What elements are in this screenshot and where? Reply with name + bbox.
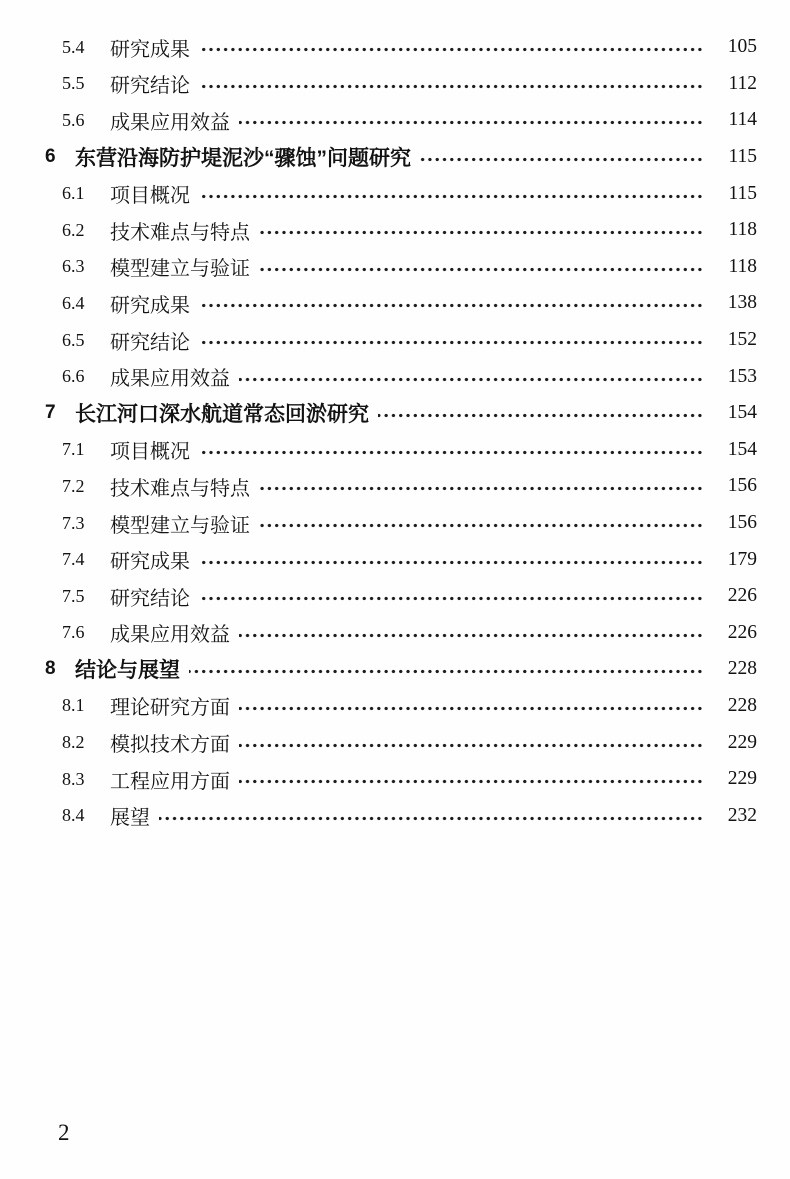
toc-entry-number: 6.6 (62, 366, 85, 387)
toc-section-entry (0, 322, 790, 359)
toc-entry-title: 东营沿海防护堤泥沙“骤蚀”问题研究 (75, 147, 411, 171)
toc-entry-title: 项目概况 (110, 441, 190, 464)
toc-entry-title: 结论与展望 (75, 659, 180, 683)
toc-section-entry (0, 212, 790, 249)
footer-page-number: 2 (58, 1120, 70, 1145)
toc-entry-page: 115 (728, 182, 757, 204)
toc-entry-number: 8.3 (62, 768, 85, 789)
toc-entry-page: 114 (728, 109, 757, 131)
toc-section-entry (0, 358, 790, 395)
toc-entry-number: 5.6 (62, 109, 85, 130)
toc-entry-number: 5.4 (62, 36, 85, 57)
dot-leader (420, 157, 705, 162)
toc-entry-title: 成果应用效益 (110, 624, 230, 647)
toc-entry-title: 模型建立与验证 (110, 514, 250, 537)
toc-entry-page: 118 (728, 219, 757, 241)
toc-entry-title: 研究成果 (110, 38, 190, 61)
dot-leader (239, 706, 705, 711)
toc-list (0, 29, 790, 834)
toc-entry-title: 模拟技术方面 (110, 734, 230, 757)
toc-section-entry (0, 432, 790, 469)
toc-entry-number: 8.2 (62, 732, 85, 753)
toc-entry-number: 6.3 (62, 256, 85, 277)
toc-section-entry (0, 724, 790, 761)
dot-leader (199, 303, 705, 308)
dot-leader (199, 47, 705, 52)
toc-entry-title: 展望 (110, 807, 150, 830)
dot-leader (239, 743, 705, 748)
toc-section-entry (0, 505, 790, 542)
toc-entry-title: 成果应用效益 (110, 368, 230, 391)
toc-section-entry (0, 468, 790, 505)
toc-section-entry (0, 285, 790, 322)
toc-section-entry (0, 578, 790, 615)
toc-section-entry (0, 797, 790, 834)
toc-entry-title: 研究结论 (110, 587, 190, 610)
dot-leader (199, 450, 705, 455)
toc-entry-number: 7.4 (62, 549, 85, 570)
toc-entry-number: 8 (45, 658, 56, 680)
toc-entry-page: 156 (727, 512, 757, 534)
dot-leader (259, 486, 705, 491)
toc-entry-number: 6.1 (62, 183, 85, 204)
toc-entry-page: 138 (727, 292, 757, 314)
toc-entry-page: 105 (727, 36, 757, 58)
dot-leader (259, 523, 705, 528)
toc-section-entry (0, 761, 790, 798)
dot-leader (199, 596, 705, 601)
toc-entry-page: 228 (727, 658, 757, 680)
dot-leader (159, 816, 705, 821)
toc-entry-page: 154 (727, 402, 757, 424)
dot-leader (378, 413, 705, 418)
toc-entry-page: 226 (727, 621, 757, 643)
dot-leader (259, 267, 705, 272)
toc-entry-page: 226 (727, 585, 757, 607)
toc-entry-page: 228 (727, 694, 757, 716)
toc-section-entry (0, 175, 790, 212)
dot-leader (199, 194, 705, 199)
dot-leader (239, 779, 705, 784)
dot-leader (199, 84, 705, 89)
dot-leader (239, 633, 705, 638)
toc-entry-title: 长江河口深水航道常态回淤研究 (75, 403, 369, 427)
toc-chapter-entry (0, 139, 790, 176)
toc-entry-number: 7.5 (62, 585, 85, 606)
toc-entry-title: 成果应用效益 (110, 111, 230, 134)
toc-entry-number: 6.4 (62, 292, 85, 313)
dot-leader (239, 120, 705, 125)
toc-section-entry (0, 66, 790, 103)
toc-entry-number: 6 (45, 146, 56, 168)
toc-entry-page: 118 (728, 255, 757, 277)
toc-entry-number: 7.3 (62, 512, 85, 533)
toc-section-entry (0, 29, 790, 66)
toc-section-entry (0, 249, 790, 286)
toc-entry-page: 179 (727, 548, 757, 570)
toc-section-entry (0, 688, 790, 725)
toc-entry-number: 7.1 (62, 439, 85, 460)
toc-chapter-entry (0, 651, 790, 688)
toc-entry-page: 229 (727, 768, 757, 790)
toc-entry-page: 232 (727, 804, 757, 826)
toc-entry-title: 理论研究方面 (110, 697, 230, 720)
toc-entry-title: 工程应用方面 (110, 770, 230, 793)
toc-entry-page: 153 (727, 365, 757, 387)
dot-leader (199, 340, 705, 345)
dot-leader (189, 669, 705, 674)
toc-entry-number: 7 (45, 402, 56, 424)
toc-entry-number: 8.4 (62, 805, 85, 826)
toc-entry-title: 研究成果 (110, 551, 190, 574)
toc-entry-page: 154 (727, 438, 757, 460)
toc-entry-page: 152 (727, 329, 757, 351)
toc-entry-page: 115 (728, 146, 757, 168)
dot-leader (259, 230, 705, 235)
toc-entry-title: 研究结论 (110, 331, 190, 354)
toc-entry-number: 7.6 (62, 622, 85, 643)
toc-section-entry (0, 102, 790, 139)
toc-entry-number: 8.1 (62, 695, 85, 716)
toc-entry-title: 模型建立与验证 (110, 258, 250, 281)
toc-entry-title: 技术难点与特点 (110, 477, 250, 500)
toc-section-entry (0, 541, 790, 578)
toc-entry-title: 项目概况 (110, 185, 190, 208)
dot-leader (199, 560, 705, 565)
toc-entry-number: 6.5 (62, 329, 85, 350)
toc-entry-title: 研究结论 (110, 75, 190, 98)
toc-chapter-entry (0, 395, 790, 432)
toc-entry-page: 112 (728, 72, 757, 94)
toc-entry-page: 229 (727, 731, 757, 753)
toc-entry-number: 5.5 (62, 73, 85, 94)
toc-entry-number: 7.2 (62, 475, 85, 496)
dot-leader (239, 377, 705, 382)
toc-entry-number: 6.2 (62, 219, 85, 240)
toc-entry-title: 技术难点与特点 (110, 221, 250, 244)
toc-entry-page: 156 (727, 475, 757, 497)
toc-entry-title: 研究成果 (110, 294, 190, 317)
toc-section-entry (0, 615, 790, 652)
